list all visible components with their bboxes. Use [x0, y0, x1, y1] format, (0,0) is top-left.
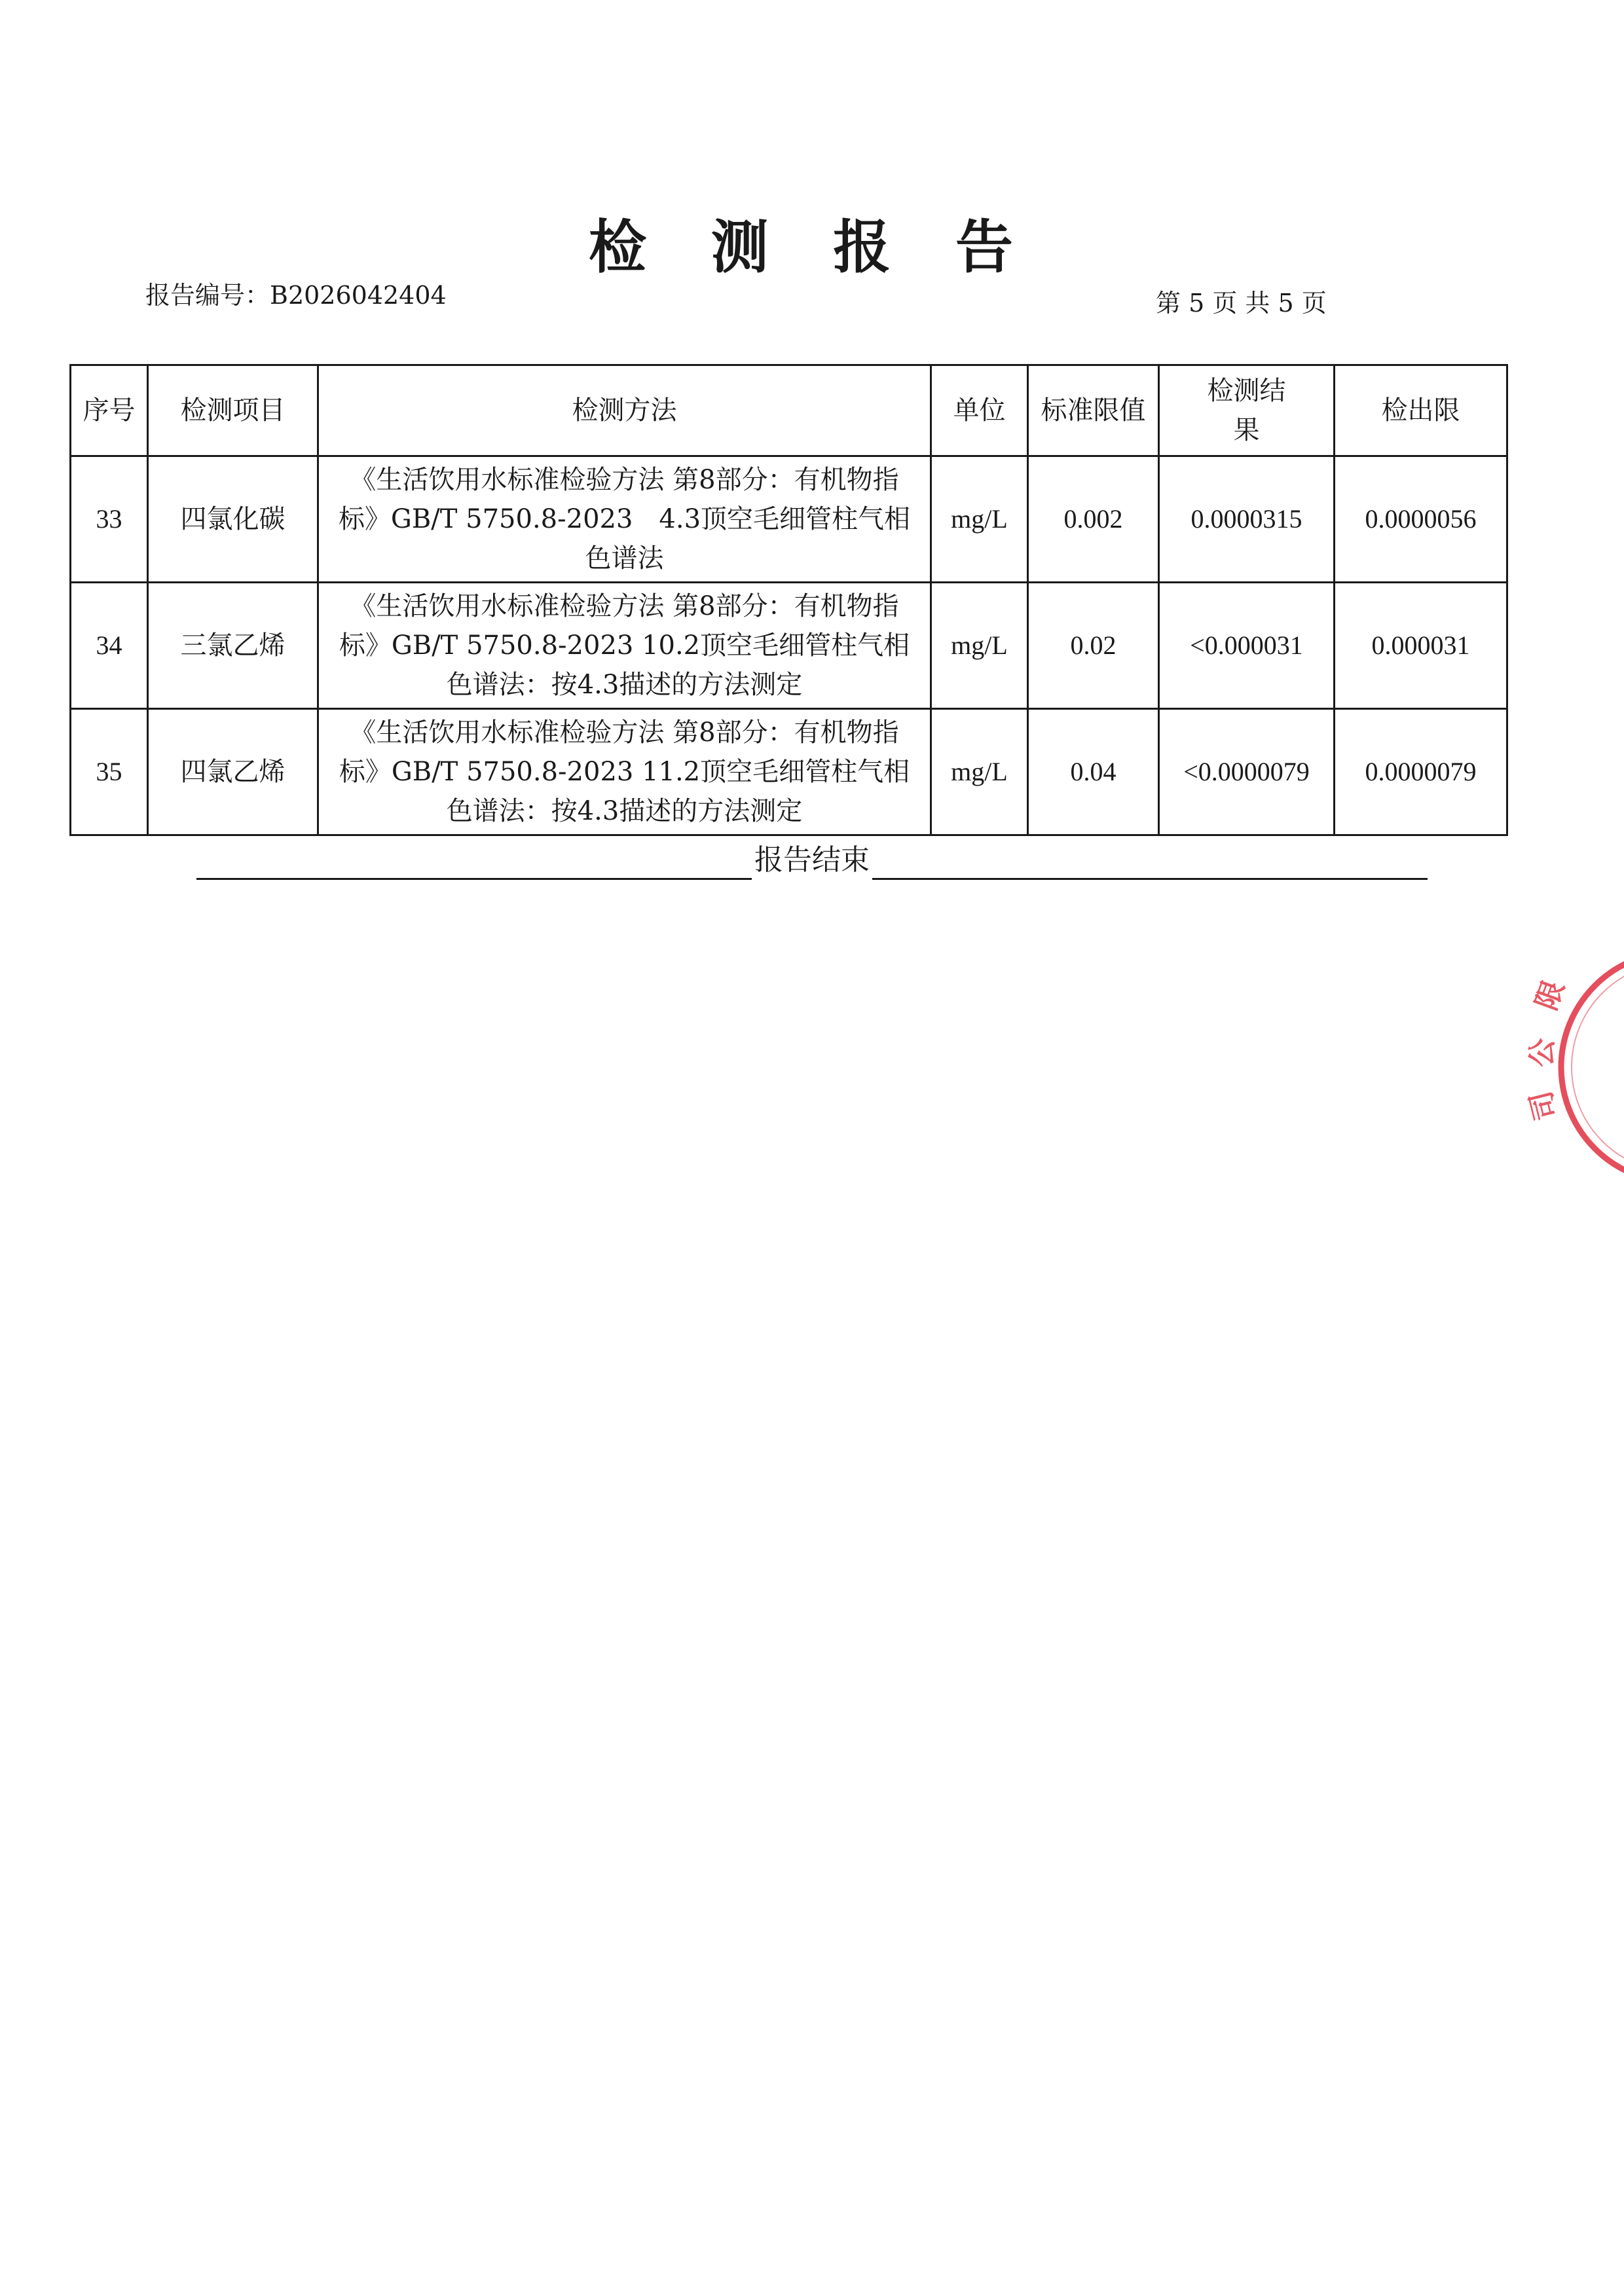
table-row — [71, 456, 1507, 583]
svg-text:限: 限 — [1530, 975, 1572, 1015]
row-result: 0.0000315 — [1159, 456, 1335, 583]
table-header-row — [71, 365, 1507, 456]
row-detection-limit: 0.000031 — [1335, 583, 1507, 709]
row-item: 三氯乙烯 — [148, 583, 318, 709]
row-result: <0.0000079 — [1159, 709, 1335, 835]
row-limit: 0.04 — [1028, 709, 1159, 835]
table-row — [71, 583, 1507, 709]
row-unit: mg/L — [931, 456, 1028, 583]
method-line: 色谱法：按4.3描述的方法测定 — [446, 670, 803, 700]
row-unit: mg/L — [931, 709, 1028, 835]
page-indicator: 第 5 页 共 5 页 — [1156, 289, 1327, 318]
row-limit: 0.002 — [1028, 456, 1159, 583]
svg-text:司: 司 — [1524, 1087, 1564, 1124]
row-no: 33 — [71, 456, 148, 583]
method-line: 《生活饮用水标准检验方法 第8部分：有机物指 — [350, 718, 899, 748]
col-header-detection-limit: 检出限 — [1335, 365, 1507, 456]
row-detection-limit: 0.0000079 — [1335, 709, 1507, 835]
row-detection-limit: 0.0000056 — [1335, 456, 1507, 583]
method-line: 《生活饮用水标准检验方法 第8部分：有机物指 — [350, 591, 899, 621]
col-header-unit: 单位 — [931, 365, 1028, 456]
method-line: 《生活饮用水标准检验方法 第8部分：有机物指 — [350, 465, 899, 495]
row-item: 四氯化碳 — [148, 456, 318, 583]
svg-text:公: 公 — [1525, 1038, 1560, 1068]
row-no: 35 — [71, 709, 148, 835]
row-unit: mg/L — [931, 583, 1028, 709]
row-result: <0.000031 — [1159, 583, 1335, 709]
row-method — [318, 709, 931, 835]
row-no: 34 — [71, 583, 148, 709]
report-number — [145, 275, 447, 311]
col-header-item: 检测项目 — [148, 365, 318, 456]
method-line: 标》GB/T 5750.8-2023 11.2顶空毛细管柱气相 — [339, 757, 910, 787]
company-seal — [1513, 949, 1624, 1185]
col-header-method: 检测方法 — [318, 365, 931, 456]
method-line: 标》GB/T 5750.8-2023 10.2顶空毛细管柱气相 — [339, 630, 910, 661]
col-header-result: 检测结果 — [1159, 365, 1335, 456]
report-end-line — [196, 841, 1428, 880]
results-table — [69, 364, 1508, 836]
col-header-no: 序号 — [71, 365, 148, 456]
table-row — [71, 709, 1507, 835]
row-method — [318, 583, 931, 709]
col-header-limit: 标准限值 — [1028, 365, 1159, 456]
report-end-label: 报告结束 — [754, 843, 870, 877]
row-method — [318, 456, 931, 583]
method-line: 色谱法：按4.3描述的方法测定 — [446, 796, 803, 826]
row-item: 四氯乙烯 — [148, 709, 318, 835]
report-title: 检 测 报 告 — [589, 213, 1035, 281]
report-number-label: 报告编号： — [145, 281, 270, 310]
report-number-value: B2026042404 — [270, 281, 447, 310]
row-limit: 0.02 — [1028, 583, 1159, 709]
seal-stamp-icon — [1513, 949, 1624, 1185]
end-rule-right — [872, 844, 1428, 880]
method-line: 标》GB/T 5750.8-2023 4.3顶空毛细管柱气相 — [338, 504, 911, 534]
method-line: 色谱法 — [585, 543, 664, 574]
end-rule-left — [196, 844, 752, 880]
